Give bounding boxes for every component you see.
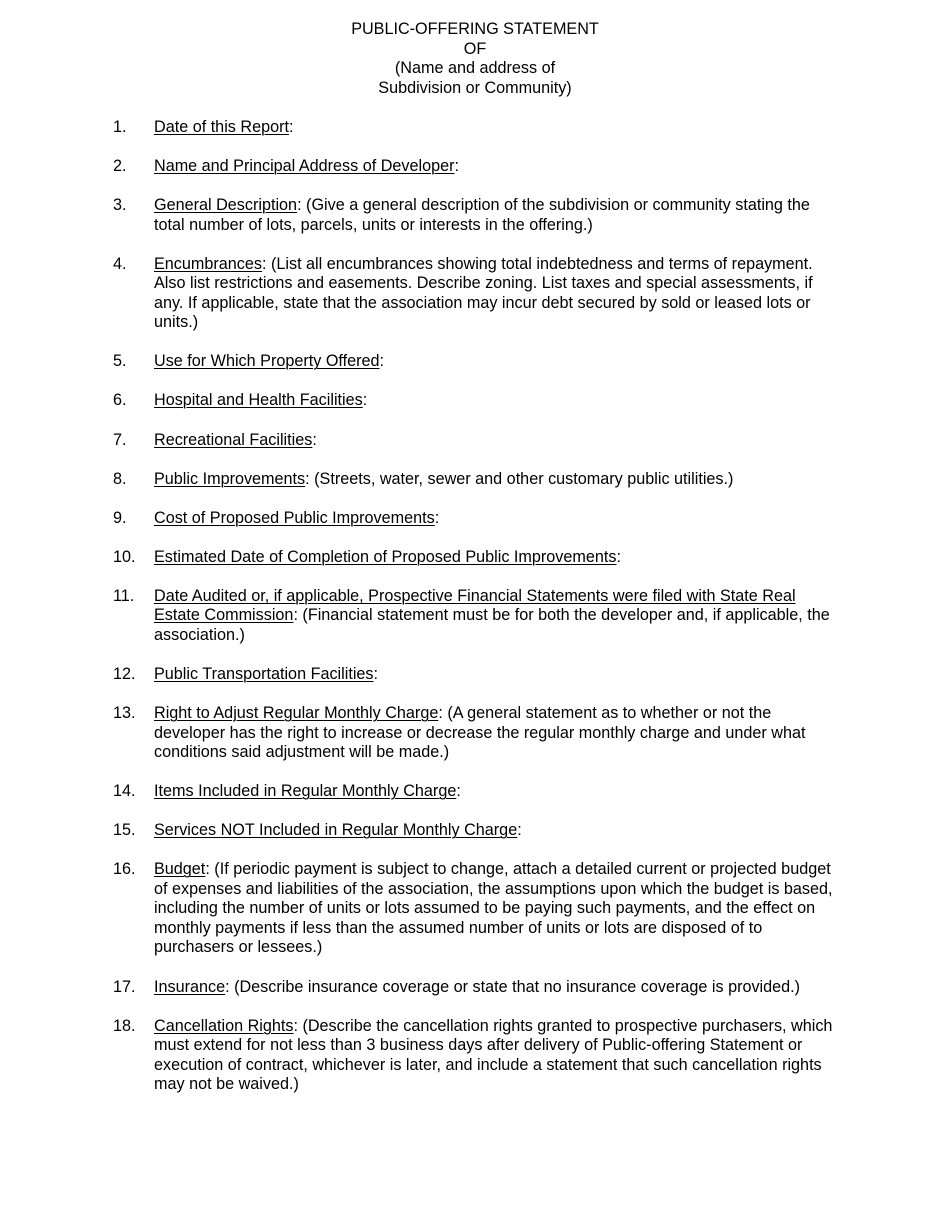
title-line-3: (Name and address of xyxy=(394,59,556,77)
statement-items-list xyxy=(113,118,843,1114)
title-line-2: OF xyxy=(463,39,487,58)
item-heading: Date of this Report xyxy=(154,118,289,136)
list-item xyxy=(113,196,843,235)
item-number: 13. xyxy=(113,704,136,723)
item-text: : xyxy=(434,508,440,527)
item-heading: Right to Adjust Regular Monthly Charge xyxy=(154,704,439,723)
item-heading: Public Improvements xyxy=(154,469,306,488)
item-number: 18. xyxy=(113,1016,136,1035)
list-item xyxy=(113,509,843,529)
item-heading: Use for Which Property Offered xyxy=(154,352,380,371)
item-heading: Date Audited or, if applicable, Prospective Financial Statements were filed with State Real Estate Commission xyxy=(154,586,796,625)
item-number: 10. xyxy=(113,547,136,566)
item-number: 15. xyxy=(113,821,136,840)
item-heading: Public Transportation Facilities xyxy=(154,665,374,684)
item-heading: General Description xyxy=(154,196,298,215)
item-number: 9. xyxy=(113,508,127,527)
item-number: 3. xyxy=(113,196,127,215)
list-item xyxy=(113,548,843,568)
item-number: 11. xyxy=(113,586,135,605)
item-heading: Services NOT Included in Regular Monthly Charge xyxy=(154,821,518,840)
item-text: : xyxy=(312,430,317,449)
item-text: : xyxy=(616,547,621,566)
item-number: 8. xyxy=(113,469,127,488)
item-number: 2. xyxy=(113,157,127,176)
item-text: : (If periodic payment is subject to change, attach a detailed current or projected budget of expenses and liabilities of the association, the assumptions upon which the budget is based, including the number of units or lots assumed to be paying such payments, and the effect on monthly payments if less than the assumed number of units or lots are disposed of to purchasers or lessees.) xyxy=(154,860,833,957)
item-text: : xyxy=(454,157,460,176)
list-item xyxy=(113,431,843,451)
item-text: : xyxy=(517,821,522,840)
list-item xyxy=(113,1017,843,1095)
item-heading: Hospital and Health Facilities xyxy=(154,391,363,410)
item-text: : xyxy=(456,782,461,801)
item-heading: Insurance xyxy=(154,977,226,996)
item-text: : (Give a general description of the subdivision or community stating the total number of lots, parcels, units or interests in the offering.) xyxy=(154,196,810,234)
list-item xyxy=(113,860,843,958)
item-number: 4. xyxy=(113,254,127,273)
list-item xyxy=(113,157,843,177)
list-item xyxy=(113,352,843,372)
item-text: : (A general statement as to whether or not the developer has the right to increase or decrease the regular monthly charge and under what conditions said adjustment will be made.) xyxy=(154,704,806,762)
item-text: : xyxy=(373,665,379,684)
list-item xyxy=(113,587,843,646)
list-item xyxy=(113,391,843,411)
list-item xyxy=(113,821,843,841)
title-line-4: Subdivision or Community) xyxy=(378,78,572,97)
item-number: 1. xyxy=(113,118,127,136)
item-text: : xyxy=(379,352,385,371)
item-number: 6. xyxy=(113,391,127,410)
item-text: : (List all encumbrances showing total indebtedness and terms of repayment. Also list restrictions and easements. Describe zoning. List taxes and special assessments, if any. If applicable, state that the association may incur debt secured by sold or leased lots or units.) xyxy=(154,254,813,332)
list-item xyxy=(113,470,843,490)
list-item xyxy=(113,978,843,998)
item-text: : xyxy=(288,118,294,136)
item-number: 12. xyxy=(113,665,136,684)
item-number: 16. xyxy=(113,860,136,879)
item-heading: Cancellation Rights xyxy=(154,1016,294,1035)
list-item xyxy=(113,118,843,138)
item-heading: Items Included in Regular Monthly Charge xyxy=(154,782,457,801)
list-item xyxy=(113,782,843,802)
list-item xyxy=(113,665,843,685)
item-text: : (Financial statement must be for both the developer and, if applicable, the association.) xyxy=(154,606,830,644)
item-number: 5. xyxy=(113,352,127,371)
item-heading: Estimated Date of Completion of Proposed Public Improvements xyxy=(154,547,617,566)
item-heading: Name and Principal Address of Developer xyxy=(154,157,455,176)
list-item xyxy=(113,255,843,333)
item-text: : (Describe the cancellation rights granted to prospective purchasers, which must extend for not less than 3 business days after delivery of Public-offering Statement or execution of contract, whichever is later, and include a statement that such cancellation rights may not be waived.) xyxy=(154,1016,833,1094)
item-text: : xyxy=(362,391,368,410)
document-title xyxy=(0,20,950,98)
title-line-1: PUBLIC-OFFERING STATEMENT xyxy=(351,20,599,38)
item-number: 7. xyxy=(113,430,127,449)
list-item xyxy=(113,704,843,763)
item-heading: Encumbrances xyxy=(154,254,262,273)
item-heading: Budget xyxy=(154,860,206,879)
item-number: 17. xyxy=(113,977,136,996)
item-heading: Recreational Facilities xyxy=(154,430,313,449)
item-text: : (Streets, water, sewer and other customary public utilities.) xyxy=(305,469,734,488)
item-heading: Cost of Proposed Public Improvements xyxy=(154,508,435,527)
item-number: 14. xyxy=(113,782,136,801)
item-text: : (Describe insurance coverage or state that no insurance coverage is provided.) xyxy=(225,977,801,996)
